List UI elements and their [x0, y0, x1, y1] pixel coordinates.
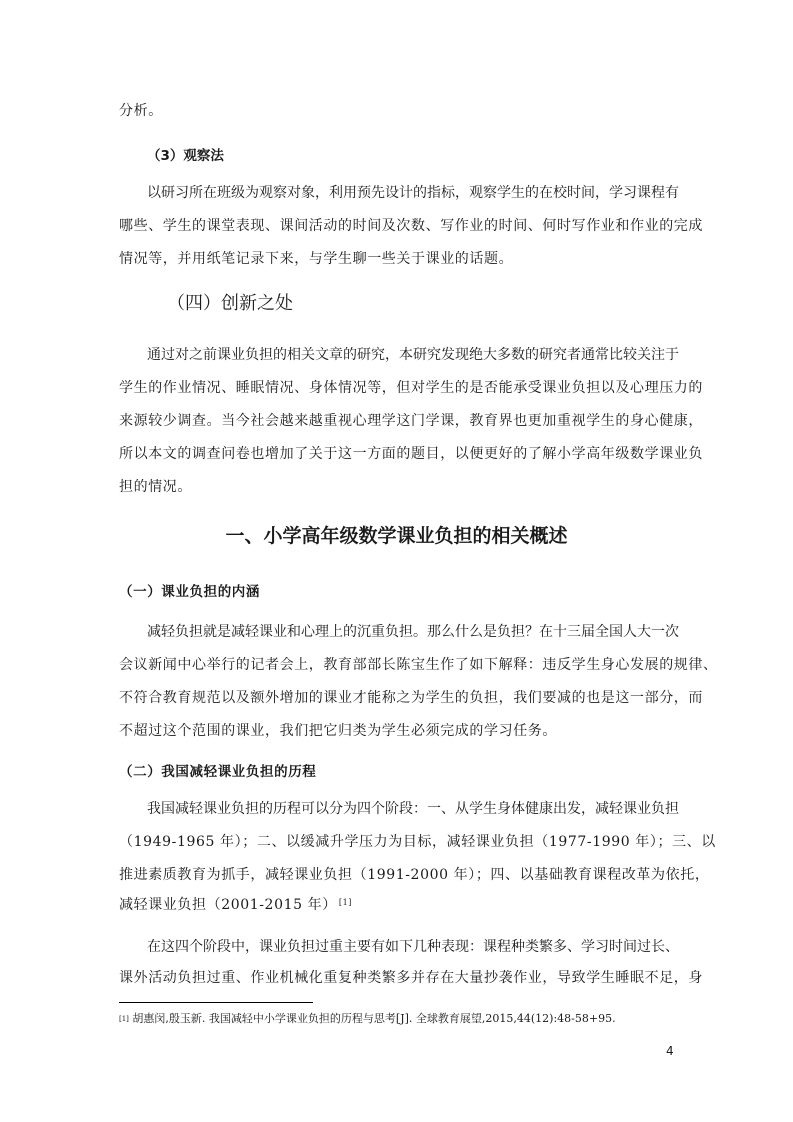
paragraph-line: 不超过这个范围的课业，我们把它归类为学生必须完成的学习任务。 — [119, 723, 557, 739]
paragraph-line: 减轻课业负担（2001-2015 年） — [119, 897, 337, 913]
paragraph-line: 我国减轻课业负担的历程可以分为四个阶段：一、从学生身体健康出发，减轻课业负担 — [147, 801, 679, 817]
paragraph-line: 以研习所在班级为观察对象，利用预先设计的指标，观察学生的在校时间，学习课程有 — [147, 185, 679, 201]
paragraph-line: 减轻负担就是减轻课业和心理上的沉重负担。那么什么是负担？在十三届全国人大一次 — [147, 624, 679, 640]
paragraph-line-with-citation — [119, 895, 352, 915]
observation-heading: （3）观察法 — [147, 148, 224, 164]
paragraph-line: 所以本文的调查问卷也增加了关于这一方面的题目，以便更好的了解小学高年级数学课业负 — [119, 446, 703, 462]
innovation-heading: （四）创新之处 — [167, 293, 293, 314]
paragraph-line: 来源较少调查。当今社会越来越重视心理学这门学课，教育界也更加重视学生的身心健康， — [119, 413, 703, 429]
connotation-heading: （一）课业负担的内涵 — [119, 584, 260, 600]
paragraph-line: 通过对之前课业负担的相关文章的研究，本研究发现绝大多数的研究者通常比较关注于 — [147, 347, 679, 363]
footnote-divider — [119, 1002, 313, 1003]
footnote-marker: [1] — [119, 1015, 129, 1023]
page-number: 4 — [666, 1044, 674, 1058]
paragraph-line: 哪些、学生的课堂表现、课间活动的时间及次数、写作业的时间、何时写作业和作业的完成 — [119, 218, 703, 234]
paragraph-line: 不符合教育规范以及额外增加的课业才能称之为学生的负担，我们要减的也是这一部分，而 — [119, 690, 703, 706]
citation-marker[interactable]: [1] — [338, 898, 352, 907]
paragraph-line: （1949-1965 年）；二、以缓减升学压力为目标，减轻课业负担（1977-1990 年）；三、以 — [119, 834, 716, 850]
paragraph-line: 学生的作业情况、睡眠情况、身体情况等，但对学生的是否能承受课业负担以及心理压力的 — [119, 380, 703, 396]
history-heading: （二）我国减轻课业负担的历程 — [119, 764, 317, 780]
paragraph-line: 在这四个阶段中，课业负担过重主要有如下几种表现：课程种类繁多、学习时间过长、 — [147, 939, 679, 955]
footnote — [119, 1011, 616, 1027]
paragraph-line: 担的情况。 — [119, 479, 192, 495]
paragraph-line: 课外活动负担过重、作业机械化重复种类繁多并存在大量抄袭作业，导致学生睡眠不足，身 — [119, 970, 703, 986]
paragraph-line: 推进素质教育为抓手，减轻课业负担（1991-2000 年）；四、以基础教育课程改革为依托， — [119, 867, 710, 883]
footnote-text: 胡惠闵,殷玉新. 我国减轻中小学课业负担的历程与思考[J]. 全球教育展望,2015,44(12):48-58+95. — [132, 1012, 616, 1025]
paragraph-line: 会议新闻中心举行的记者会上，教育部部长陈宝生作了如下解释：违反学生身心发展的规律、 — [119, 657, 718, 673]
chapter-title: 一、小学高年级数学课业负担的相关概述 — [225, 525, 568, 547]
continuation-text: 分析。 — [119, 103, 163, 119]
paragraph-line: 情况等，并用纸笔记录下来，与学生聊一些关于课业的话题。 — [119, 251, 514, 267]
